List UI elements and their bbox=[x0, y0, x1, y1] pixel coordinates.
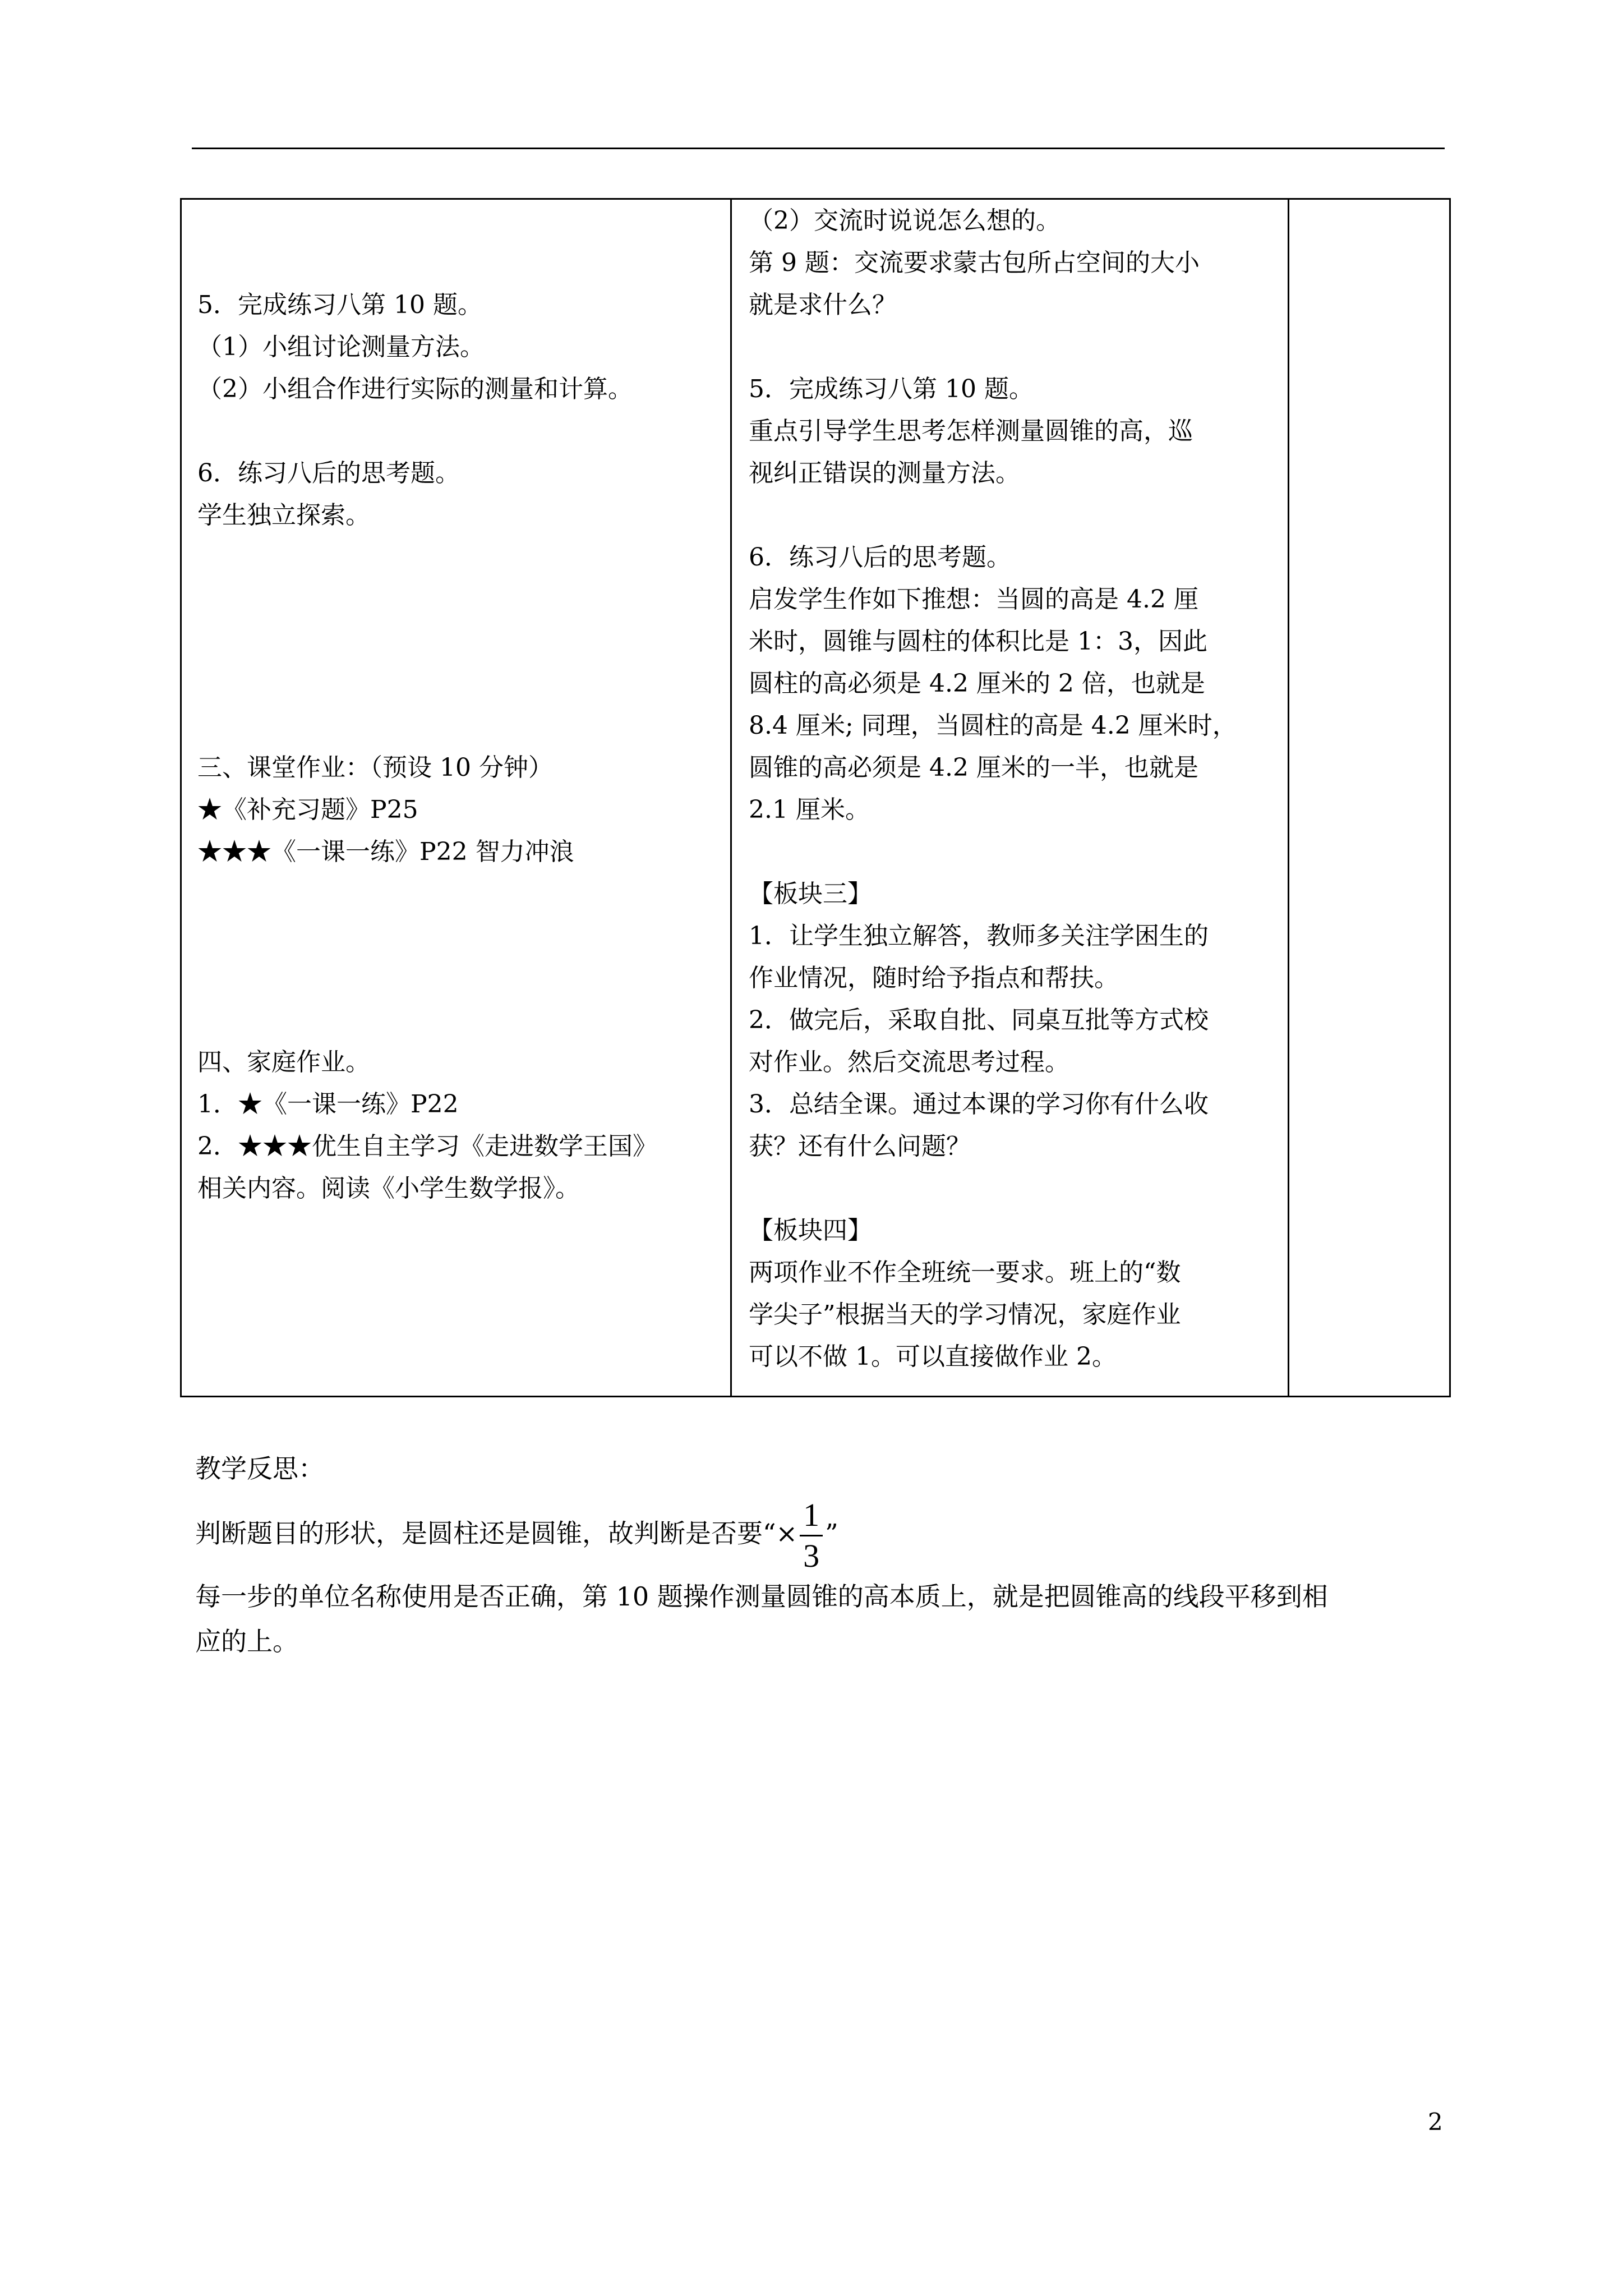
student-activity-line bbox=[197, 578, 730, 620]
student-activity-line bbox=[197, 957, 730, 999]
fraction-denominator: 3 bbox=[803, 1538, 820, 1574]
teacher-guidance-line: 5．完成练习八第 10 题。 bbox=[749, 375, 1034, 403]
student-activity-line: 6．练习八后的思考题。 bbox=[197, 459, 460, 487]
student-activity-line: 学生独立探索。 bbox=[197, 501, 370, 530]
student-activity-line: 三、课堂作业：（预设 10 分钟） bbox=[197, 753, 553, 782]
teacher-guidance-line: 6．练习八后的思考题。 bbox=[749, 543, 1011, 572]
student-activity-line bbox=[197, 200, 730, 242]
fraction-bar bbox=[800, 1535, 823, 1536]
teacher-guidance-line: 两项作业不作全班统一要求。班上的“数 bbox=[749, 1258, 1181, 1287]
teacher-guidance-line: 【板块三】 bbox=[749, 880, 872, 908]
student-activity-line: 相关内容。阅读《小学生数学报》。 bbox=[197, 1174, 580, 1203]
lesson-table bbox=[180, 198, 1451, 1397]
student-activity-line bbox=[197, 705, 730, 747]
student-activity-line bbox=[197, 873, 730, 915]
reflection-line-2: 每一步的单位名称使用是否正确，第 10 题操作测量圆锥的高本质上，就是把圆锥高的线段平移到相 bbox=[195, 1581, 1328, 1612]
teacher-guidance-line bbox=[749, 494, 1288, 536]
student-activity-line: 四、家庭作业。 bbox=[197, 1048, 370, 1076]
teacher-guidance-line: 就是求什么？ bbox=[749, 291, 897, 319]
teacher-guidance-line: （2）交流时说说怎么想的。 bbox=[749, 206, 1061, 235]
teacher-guidance-line: 米时，圆锥与圆柱的体积比是 1：3，因此 bbox=[749, 627, 1207, 656]
teacher-guidance-line: 学尖子”根据当天的学习情况，家庭作业 bbox=[749, 1300, 1181, 1329]
reflection-line-3: 应的上。 bbox=[195, 1626, 298, 1657]
teacher-guidance-line: 对作业。然后交流思考过程。 bbox=[749, 1048, 1069, 1076]
teacher-guidance-line bbox=[749, 326, 1288, 368]
column-divider-2 bbox=[1288, 200, 1289, 1396]
teacher-guidance-line bbox=[749, 831, 1288, 873]
teacher-guidance-line bbox=[749, 1167, 1288, 1209]
teacher-guidance-line: 【板块四】 bbox=[749, 1216, 872, 1245]
teacher-guidance-line: 3．总结全课。通过本课的学习你有什么收 bbox=[749, 1090, 1209, 1119]
teacher-guidance-line: 圆锥的高必须是 4.2 厘米的一半，也就是 bbox=[749, 753, 1198, 782]
page-number: 2 bbox=[1428, 2108, 1443, 2136]
student-activity-line bbox=[197, 410, 730, 452]
reflection-line-1 bbox=[195, 1499, 838, 1572]
student-activity-line bbox=[197, 999, 730, 1041]
header-rule bbox=[192, 148, 1445, 149]
student-activity-line bbox=[197, 242, 730, 284]
student-activity-line: 1．★《一课一练》P22 bbox=[197, 1090, 459, 1119]
teacher-guidance-line: 视纠正错误的测量方法。 bbox=[749, 459, 1020, 487]
reflection-line-1-text: 判断题目的形状，是圆柱还是圆锥，故判断是否要“× bbox=[195, 1518, 798, 1549]
reflection-heading: 教学反思： bbox=[195, 1453, 324, 1484]
teacher-guidance-line: 可以不做 1。可以直接做作业 2。 bbox=[749, 1342, 1117, 1371]
one-third-fraction bbox=[800, 1499, 823, 1572]
teacher-guidance-line: 2．做完后，采取自批、同桌互批等方式校 bbox=[749, 1006, 1209, 1034]
student-activity-line bbox=[197, 915, 730, 957]
student-activity-column bbox=[182, 200, 730, 1396]
student-activity-line: 5．完成练习八第 10 题。 bbox=[197, 291, 482, 319]
teacher-guidance-line: 圆柱的高必须是 4.2 厘米的 2 倍，也就是 bbox=[749, 669, 1205, 698]
student-activity-line: 2．★★★优生自主学习《走进数学王国》 bbox=[197, 1132, 657, 1161]
teacher-guidance-line: 1．让学生独立解答，教师多关注学困生的 bbox=[749, 922, 1209, 950]
student-activity-line: ★《补充习题》P25 bbox=[197, 795, 418, 824]
fraction-numerator: 1 bbox=[803, 1497, 820, 1533]
teacher-guidance-line: 启发学生作如下推想：当圆的高是 4.2 厘 bbox=[749, 585, 1198, 614]
teacher-guidance-line: 8.4 厘米; 同理，当圆柱的高是 4.2 厘米时， bbox=[749, 711, 1237, 740]
teacher-guidance-line: 作业情况，随时给予指点和帮扶。 bbox=[749, 964, 1119, 992]
reflection-line-1-close: ” bbox=[825, 1518, 838, 1549]
teacher-guidance-line: 重点引导学生思考怎样测量圆锥的高，巡 bbox=[749, 417, 1193, 445]
teacher-guidance-line: 获？还有什么问题？ bbox=[749, 1132, 971, 1161]
student-activity-line: （2）小组合作进行实际的测量和计算。 bbox=[197, 375, 633, 403]
student-activity-line bbox=[197, 662, 730, 705]
student-activity-line bbox=[197, 620, 730, 662]
student-activity-line: （1）小组讨论测量方法。 bbox=[197, 333, 485, 361]
teacher-guidance-line: 2.1 厘米。 bbox=[749, 795, 870, 824]
student-activity-line bbox=[197, 536, 730, 578]
teacher-guidance-column bbox=[732, 200, 1288, 1396]
teacher-guidance-line: 第 9 题：交流要求蒙古包所占空间的大小 bbox=[749, 249, 1200, 277]
student-activity-line: ★★★《一课一练》P22 智力冲浪 bbox=[197, 838, 574, 866]
